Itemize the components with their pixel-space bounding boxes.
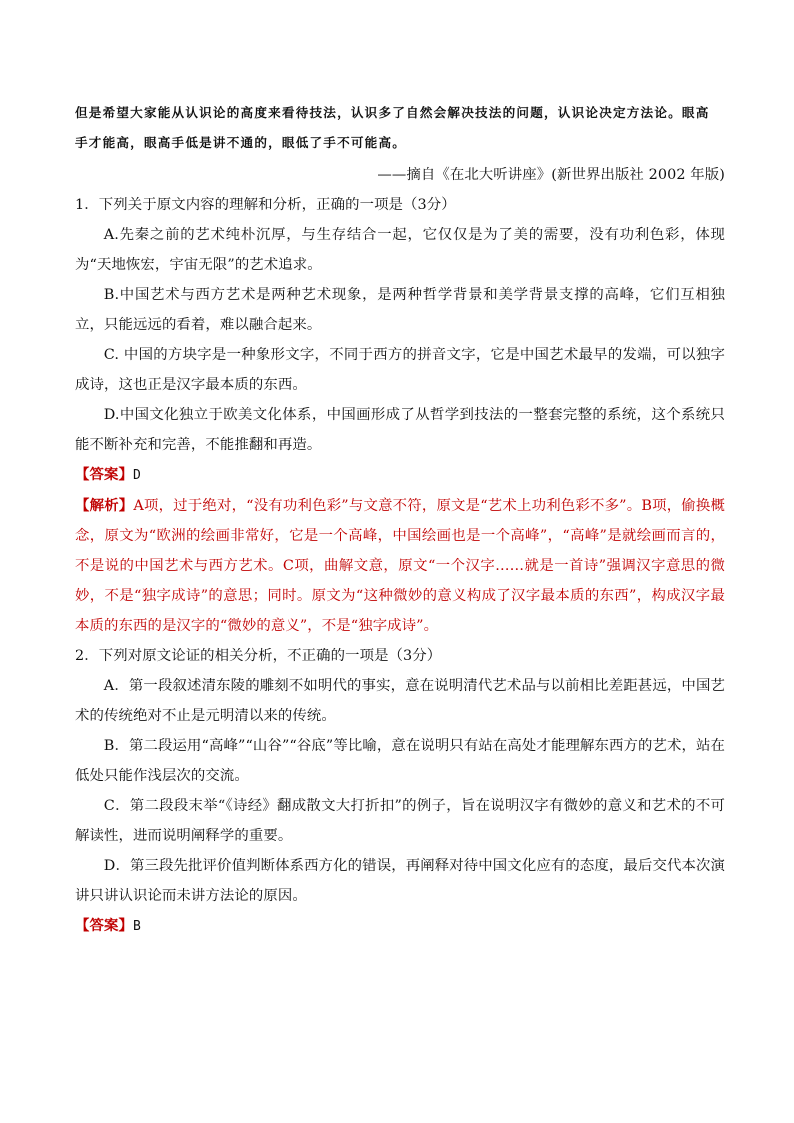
question-2-option-b: B．第二段运用“高峰”“山谷”“谷底”等比喻，意在说明只有站在高处才能理解东西方的艺术，站在低处只能作浅层次的交流。 — [75, 738, 725, 784]
question-1-stem: 1．下列关于原文内容的理解和分析，正确的一项是（3分） — [75, 197, 456, 213]
passage-line: 手才能高，眼高手低是讲不通的，眼低了手不可能高。 — [75, 135, 407, 150]
question-2-stem: 2．下列对原文论证的相关分析，不正确的一项是（3分） — [75, 648, 442, 664]
question-1-option-d: D.中国文化独立于欧美文化体系，中国画形成了从哲学到技法的一整套完整的系统，这个系统只能不断补充和完善，不能推翻和再造。 — [75, 407, 725, 453]
answer-value: B — [132, 919, 141, 934]
question-2-option-c: C．第二段段末举“《诗经》翻成散文大打折扣”的例子，旨在说明汉字有微妙的意义和艺术的不可解读性，进而说明阐释学的重要。 — [75, 798, 725, 844]
question-1-option-c: C. 中国的方块字是一种象形文字，不同于西方的拼音文字，它是中国艺术最早的发端，可以独字成诗，这也正是汉字最本质的东西。 — [75, 347, 725, 393]
analysis-label: 【解析】 — [75, 497, 134, 514]
question-1-answer — [75, 460, 725, 491]
answer-label: 【答案】 — [75, 466, 133, 483]
question-1-option-a: A.先秦之前的艺术纯朴沉厚，与生存结合一起，它仅仅是为了美的需要，没有功利色彩，体现为“天地恢宏，宇宙无限”的艺术追求。 — [75, 227, 725, 273]
analysis-text: A项，过于绝对，“没有功利色彩”与文意不符，原文是“艺术上功利色彩不多”。B项，偷换概念，原文为“欧洲的绘画非常好，它是一个高峰，中国绘画也是一个高峰”，“高峰”是就绘画而言的，不是说的中国艺术与西方艺术。C项，曲解文意，原文“一个汉字……就是一首诗”强调汉字意思的微妙，不是“独字成诗”的意思；同时。原文为“这种微妙的意义构成了汉字最本质的东西”，构成汉字最本质的东西的是汉字的“微妙的意义”，不是“独字成诗”。 — [75, 498, 725, 634]
passage-source: ——摘自《在北大听讲座》(新世界出版社 2002 年版) — [377, 167, 725, 183]
question-1-option-b: B.中国艺术与西方艺术是两种艺术现象，是两种哲学背景和美学背景支撑的高峰，它们互相独立，只能远远的看着，难以融合起来。 — [75, 287, 725, 333]
answer-value: D — [132, 468, 141, 483]
answer-label: 【答案】 — [75, 917, 133, 934]
question-2-answer — [75, 911, 725, 942]
question-2-option-a: A．第一段叙述清东陵的雕刻不如明代的事实，意在说明清代艺术品与以前相比差距甚远，中国艺术的传统绝对不止是元明清以来的传统。 — [75, 678, 725, 724]
passage-line: 但是希望大家能从认识论的高度来看待技法，认识多了自然会解决技法的问题，认识论决定方法论。眼高 — [75, 105, 710, 120]
question-2-option-d: D．第三段先批评价值判断体系西方化的错误，再阐释对待中国文化应有的态度，最后交代本次演讲只讲认识论而未讲方法论的原因。 — [75, 858, 725, 904]
question-1-analysis — [75, 491, 725, 641]
page-content — [75, 98, 725, 942]
